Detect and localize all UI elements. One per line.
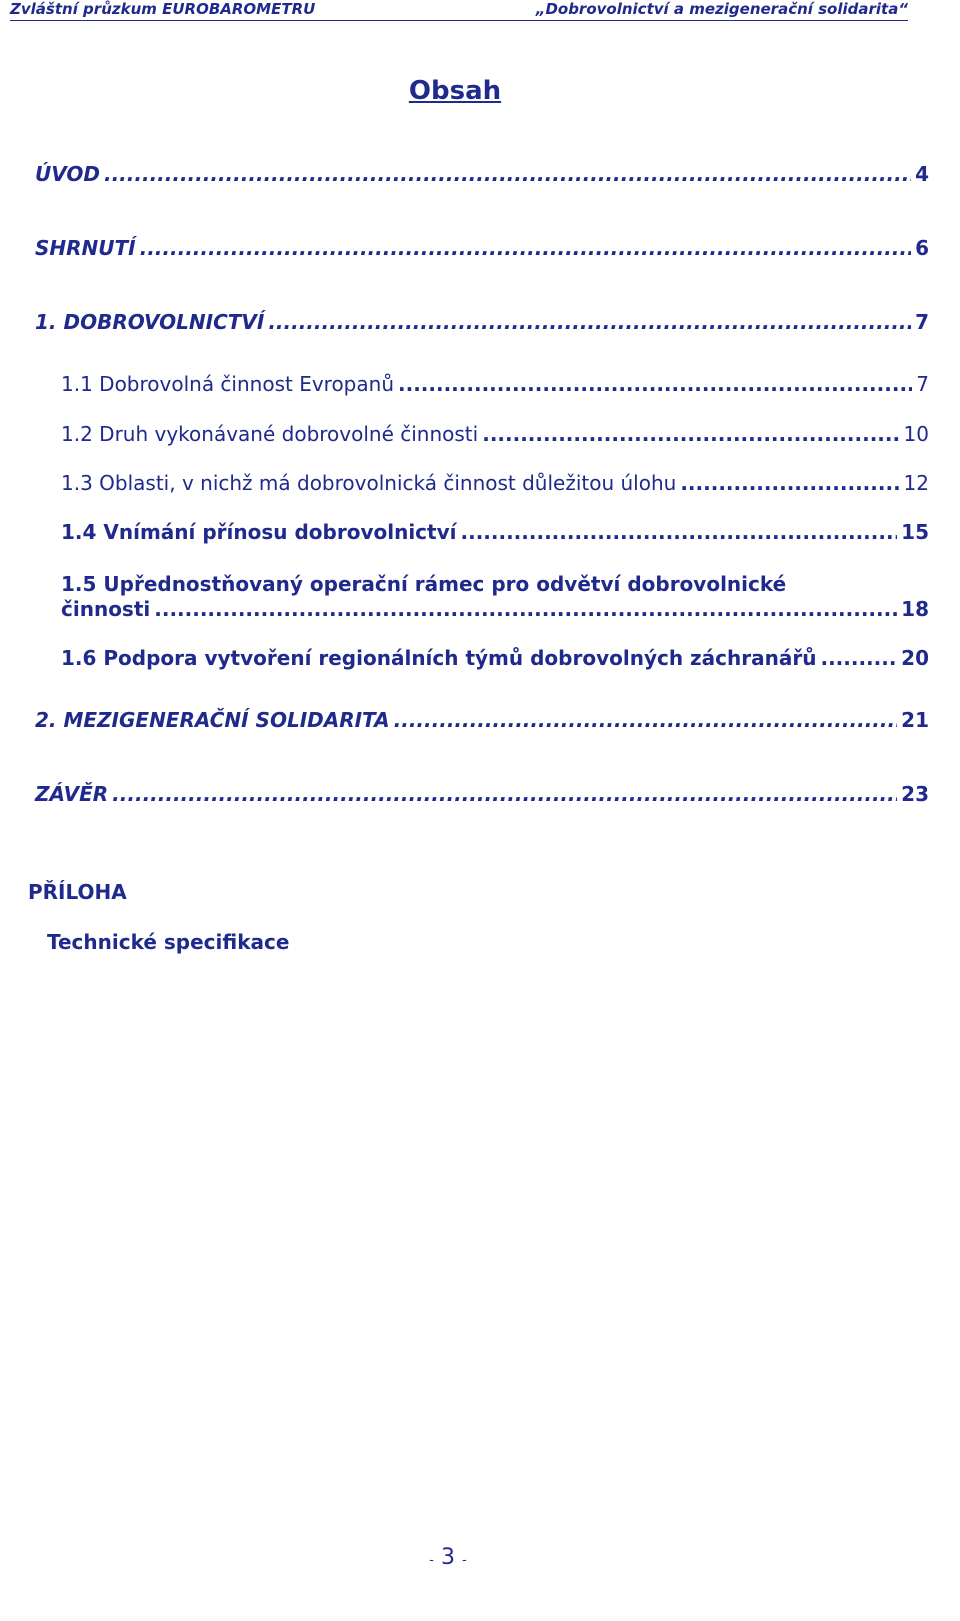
toc-entry-page: 10 bbox=[903, 422, 929, 446]
toc-entry-label: 1.5 Upřednostňovaný operační rámec pro odvětví dobrovolnické bbox=[61, 572, 787, 596]
toc-entry-dobrovolnictvi[interactable] bbox=[35, 310, 929, 334]
toc-entry-label: ÚVOD bbox=[35, 162, 100, 186]
toc-leader-dots bbox=[394, 708, 898, 732]
toc-entry-label: SHRNUTÍ bbox=[35, 236, 136, 260]
toc-entry-label: ZÁVĚR bbox=[35, 782, 109, 806]
page-number-footer bbox=[0, 1545, 896, 1570]
toc-entry-label-continued: činnosti bbox=[61, 597, 151, 621]
toc-leader-dots bbox=[820, 646, 897, 670]
toc-leader-dots bbox=[140, 236, 911, 260]
toc-entry-label: 1.2 Druh vykonávané dobrovolné činnosti bbox=[61, 422, 479, 446]
toc-entry-label: 2. MEZIGENERAČNÍ SOLIDARITA bbox=[35, 708, 390, 732]
toc-entry-page: 7 bbox=[916, 372, 929, 396]
header-report-topic: „Dobrovolnictví a mezigenerační solidarita“ bbox=[535, 0, 908, 18]
toc-entry-page: 18 bbox=[901, 597, 929, 621]
toc-entry-zaver[interactable] bbox=[35, 782, 929, 806]
toc-leader-dots bbox=[154, 597, 897, 622]
toc-entry-1-2[interactable] bbox=[61, 422, 929, 446]
page-number: 3 bbox=[441, 1545, 455, 1570]
toc-leader-dots bbox=[461, 520, 898, 544]
toc-leader-dots bbox=[680, 471, 899, 495]
appendix-item-technical-specs[interactable]: Technické specifikace bbox=[47, 930, 290, 954]
toc-entry-label: 1.1 Dobrovolná činnost Evropanů bbox=[61, 372, 394, 396]
toc-entry-label: 1.6 Podpora vytvoření regionálních týmů dobrovolných záchranářů bbox=[61, 646, 817, 670]
toc-entry-page: 4 bbox=[915, 162, 929, 186]
toc-leader-dots bbox=[268, 310, 911, 334]
footer-dash-left: - bbox=[429, 1553, 434, 1568]
appendix-heading: PŘÍLOHA bbox=[28, 880, 127, 904]
toc-entry-mezigeneracni-solidarita[interactable] bbox=[35, 708, 929, 732]
toc-entry-1-3[interactable] bbox=[61, 471, 929, 495]
toc-entry-label: 1. DOBROVOLNICTVÍ bbox=[35, 310, 265, 334]
toc-entry-page: 21 bbox=[901, 708, 929, 732]
toc-entry-1-6[interactable] bbox=[61, 646, 929, 670]
toc-entry-shrnuti[interactable] bbox=[35, 236, 929, 260]
toc-leader-dots bbox=[398, 372, 912, 396]
footer-dash-right: - bbox=[462, 1553, 467, 1568]
header-report-name: Zvláštní průzkum EUROBAROMETRU bbox=[10, 0, 316, 18]
toc-entry-page: 20 bbox=[901, 646, 929, 670]
toc-leader-dots bbox=[112, 782, 897, 806]
toc-entry-1-1[interactable] bbox=[61, 372, 929, 396]
toc-entry-1-4[interactable] bbox=[61, 520, 929, 544]
toc-entry-page: 15 bbox=[901, 520, 929, 544]
toc-entry-page: 12 bbox=[903, 471, 929, 495]
toc-entry-label: 1.3 Oblasti, v nichž má dobrovolnická činnost důležitou úlohu bbox=[61, 471, 677, 495]
toc-entry-1-5[interactable] bbox=[61, 572, 929, 622]
toc-leader-dots bbox=[482, 422, 899, 446]
toc-entry-page: 23 bbox=[901, 782, 929, 806]
toc-entry-uvod[interactable] bbox=[35, 162, 929, 186]
toc-entry-page: 6 bbox=[915, 236, 929, 260]
running-header bbox=[10, 0, 908, 21]
toc-entry-page: 7 bbox=[915, 310, 929, 334]
toc-leader-dots bbox=[104, 162, 911, 186]
page-title: Obsah bbox=[408, 76, 502, 106]
toc-entry-label: 1.4 Vnímání přínosu dobrovolnictví bbox=[61, 520, 457, 544]
